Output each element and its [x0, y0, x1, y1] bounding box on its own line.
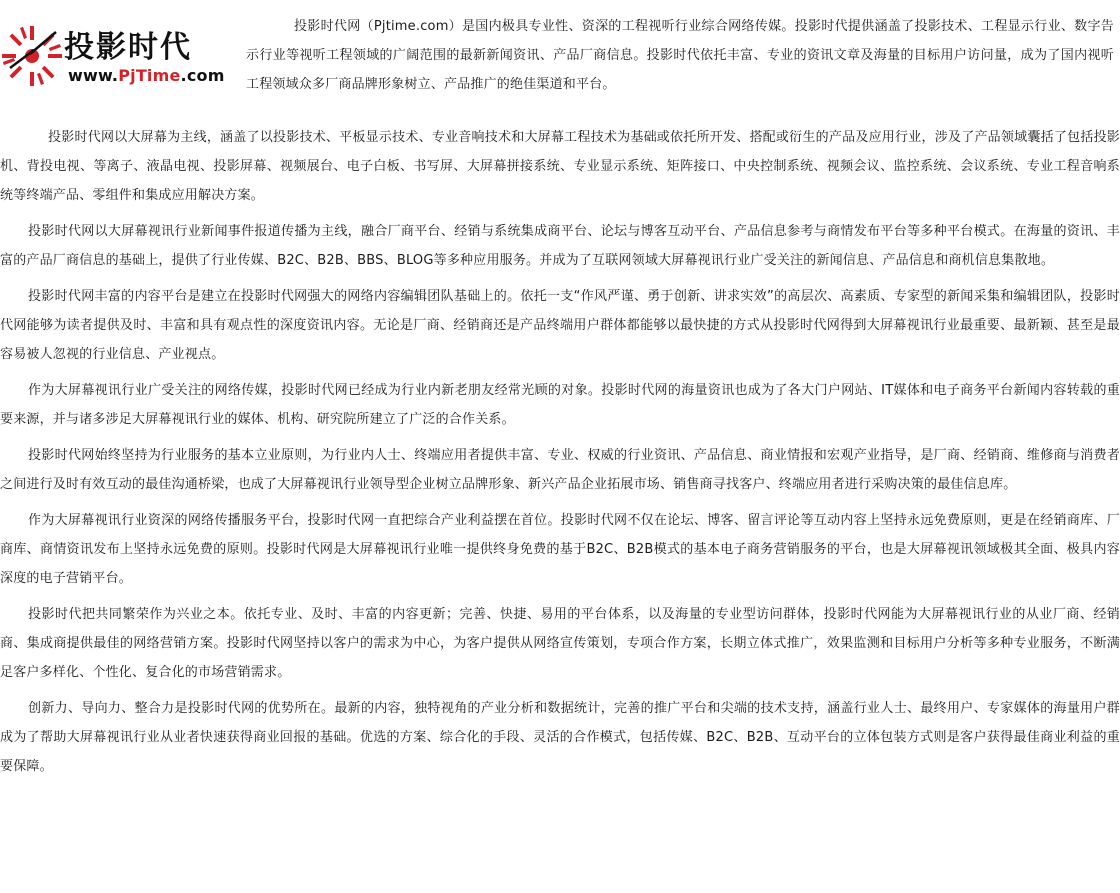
paragraph: 作为大屏幕视讯行业资深的网络传播服务平台，投影时代网一直把综合产业利益摆在首位。投影时代网不仅在论坛、博客、留言评论等互动内容上坚持永远免费原则，更是在经销商库、厂商库、商情资讯发布上坚持永远免费的原则。投影时代网是大屏幕视讯行业唯一提供终身免费的基于B2C、B2B模式的基本电子商务营销服务的平台，也是大屏幕视讯领域极其全面、极具内容深度的电子营销平台。 [0, 513, 1120, 586]
logo-url-suffix: .com [180, 66, 225, 85]
header [0, 0, 1120, 110]
paragraph: 投影时代把共同繁荣作为兴业之本。依托专业、及时、丰富的内容更新；完善、快捷、易用的平台体系，以及海量的专业型访问群体，投影时代网能为大屏幕视讯行业的从业厂商、经销商、集成商提供最佳的网络营销方案。投影时代网坚持以客户的需求为中心，为客户提供从网络宣传策划，专项合作方案，长期立体式推广，效果监测和目标用户分析等多种专业服务，不断满足客户多样化、个性化、复合化的市场营销需求。 [0, 607, 1120, 680]
pjtime-logo[interactable] [0, 16, 230, 94]
paragraph: 投影时代网以大屏幕为主线，涵盖了以投影技术、平板显示技术、专业音响技术和大屏幕工程技术为基础或依托所开发、搭配或衍生的产品及应用行业，涉及了产品领域囊括了包括投影机、背投电视、等离子、液晶电视、投影屏幕、视频展台、电子白板、书写屏、大屏幕拼接系统、专业显示系统、矩阵接口、中央控制系统、视频会议、监控系统、会议系统、专业工程音响系统等终端产品、零组件和集成应用解决方案。 [0, 130, 1120, 203]
paragraph: 投影时代网丰富的内容平台是建立在投影时代网强大的网络内容编辑团队基础上的。依托一支“作风严谨、勇于创新、讲求实效”的高层次、高素质、专家型的新闻采集和编辑团队，投影时代网能够为读者提供及时、丰富和具有观点性的深度资讯内容。无论是厂商、经销商还是产品终端用户群体都能够以最快捷的方式从投影时代网得到大屏幕视讯行业最重要、最新颖、甚至是最容易被人忽视的行业信息、产业视点。 [0, 289, 1120, 362]
paragraph: 投影时代网始终坚持为行业服务的基本立业原则，为行业内人士、终端应用者提供丰富、专业、权威的行业资讯、产品信息、商业情报和宏观产业指导，是厂商、经销商、维修商与消费者之间进行及时有效互动的最佳沟通桥梁，也成了大屏幕视讯行业领导型企业树立品牌形象、新兴产品企业拓展市场、销售商寻找客户、终端应用者进行采购决策的最佳信息库。 [0, 448, 1120, 492]
paragraph: 作为大屏幕视讯行业广受关注的网络传媒，投影时代网已经成为行业内新老朋友经常光顾的对象。投影时代网的海量资讯也成为了各大门户网站、IT媒体和电子商务平台新闻内容转载的重要来源，并与诸多涉足大屏幕视讯行业的媒体、机构、研究院所建立了广泛的合作关系。 [0, 383, 1120, 427]
logo-emblem-icon [0, 24, 64, 88]
article-body [0, 123, 1120, 788]
logo-name: 投影时代 [64, 30, 192, 65]
logo-url [68, 66, 225, 85]
paragraph: 投影时代网以大屏幕视讯行业新闻事件报道传播为主线，融合厂商平台、经销与系统集成商平台、论坛与博客互动平台、产品信息参考与商情发布平台等多种平台模式。在海量的资讯、丰富的产品厂商信息的基础上，提供了行业传媒、B2C、B2B、BBS、BLOG等多种应用服务。并成为了互联网领域大屏幕视讯行业广受关注的新闻信息、产品信息和商机信息集散地。 [0, 224, 1120, 268]
intro-paragraph: 投影时代网（Pjtime.com）是国内极具专业性、资深的工程视听行业综合网络传媒。投影时代提供涵盖了投影技术、工程显示行业、数字告示行业等视听工程领域的广阔范围的最新新闻资讯、产品厂商信息。投影时代依托丰富、专业的资讯文章及海量的目标用户访问量，成为了国内视听工程领域众多厂商品牌形象树立、产品推广的绝佳渠道和平台。 [246, 19, 1114, 92]
logo-url-prefix: www. [68, 66, 119, 85]
logo-url-brand: PjTime [118, 66, 181, 85]
paragraph: 创新力、导向力、整合力是投影时代网的优势所在。最新的内容，独特视角的产业分析和数据统计，完善的推广平台和尖端的技术支持，涵盖行业人士、最终用户、专家媒体的海量用户群成为了帮助大屏幕视讯行业从业者快速获得商业回报的基础。优选的方案、综合化的手段、灵活的合作模式，包括传媒、B2C、B2B、互动平台的立体包装方式则是客户获得最佳商业利益的重要保障。 [0, 701, 1120, 774]
